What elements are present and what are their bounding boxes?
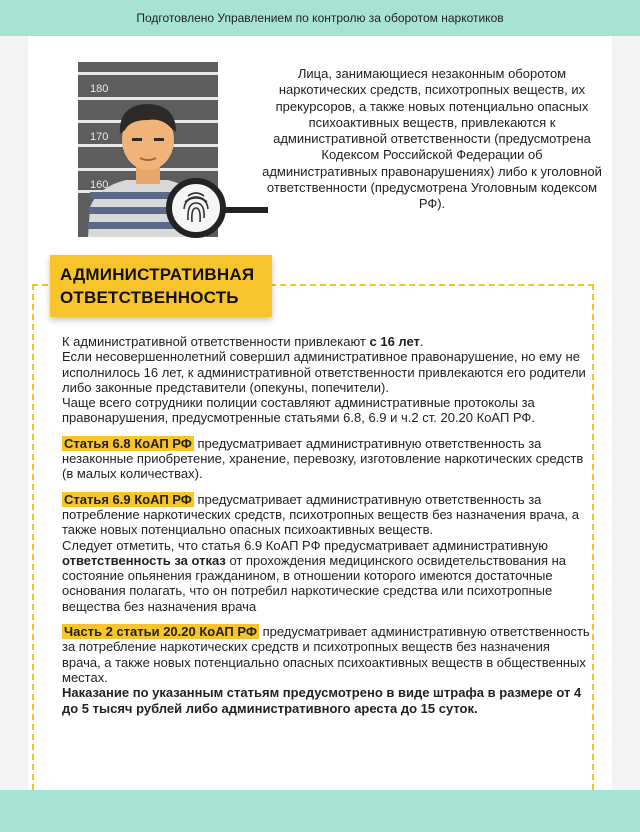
minor-paragraph: Если несовершеннолетний совершил административное правонарушение, но ему не исполнилось 16 лет, к административной ответственности привлекаются его родители либо законные представители (опекуны, попечители). [62,349,586,395]
height-mark-170: 170 [90,131,109,143]
age-bold: с 16 лет [369,334,420,349]
footer-band [0,790,640,832]
age-paragraph: К административной ответственности привлекают с 16 лет. [62,334,424,349]
refusal-paragraph: Следует отметить, что статья 6.9 КоАП РФ предусматривает административную ответственность за отказ от прохождения медицинского освидетельствования на состояние опьянения гражданином, в отношении которого имеются достаточные основания полагать, что он потребил наркотические средства или психотропные вещества без назначения врача [62,537,567,614]
magnifier-icon [169,181,268,235]
section-title-box [50,255,272,317]
right-frame [612,36,640,790]
header-band [0,0,640,36]
penalty-paragraph: Наказание по указанным статьям предусмотрено в виде штрафа в размере от 4 до 5 тысяч рублей либо административного ареста до 15 суток. [62,685,582,716]
article-20-20-label: Часть 2 статьи 20.20 КоАП РФ [64,624,257,640]
intro-paragraph: Лица, занимающиеся незаконным оборотом наркотических средств, психотропных веществ, их прекурсоров, а также новых потенциально опасных психоактивных веществ, привлекаются к административной ответственности (предусмотрена Кодексом Российской Федерации об административных правонарушениях) либо к уголовной ответственности (предусмотрена Уголовным кодексом РФ). [262,66,602,212]
police-paragraph: Чаще всего сотрудники полиции составляют административные протоколы за правонарушения, предусмотренные статьями 6.8, 6.9 и ч.2 ст. 20.20 КоАП РФ. [62,395,535,426]
article-6-9-paragraph: Статья 6.9 КоАП РФ предусматривает административную ответственность за потребление наркотических средств, психотропных веществ без назначения врача, а также новых потенциально опасных психоактивных веществ. [62,491,579,538]
section-title-line1: АДМИНИСТРАТИВНАЯ [60,265,255,284]
left-frame [0,36,28,790]
section-content [62,334,592,716]
section-title-line2: ОТВЕТСТВЕННОСТЬ [60,288,239,307]
height-mark-180: 180 [90,83,109,95]
mugshot-illustration [78,62,268,247]
article-6-8-label: Статья 6.8 КоАП РФ [64,435,192,451]
refusal-bold: ответственность за отказ [62,552,226,568]
article-20-20-paragraph: Часть 2 статьи 20.20 КоАП РФ предусматривает административную ответственность за потребление наркотических средств и психотропных веществ без назначения врача, а также новых потенциально опасных психоактивных веществ в общественных местах. [62,624,590,685]
article-6-9-label: Статья 6.9 КоАП РФ [64,491,192,507]
section-title [60,263,254,309]
article-6-8-paragraph: Статья 6.8 КоАП РФ предусматривает административную ответственность за незаконные приобретение, хранение, перевозку, изготовление наркотических средств (в малых количествах). [62,435,584,482]
height-mark-160: 160 [90,179,109,191]
header-text: Подготовлено Управлением по контролю за оборотом наркотиков [136,11,504,25]
